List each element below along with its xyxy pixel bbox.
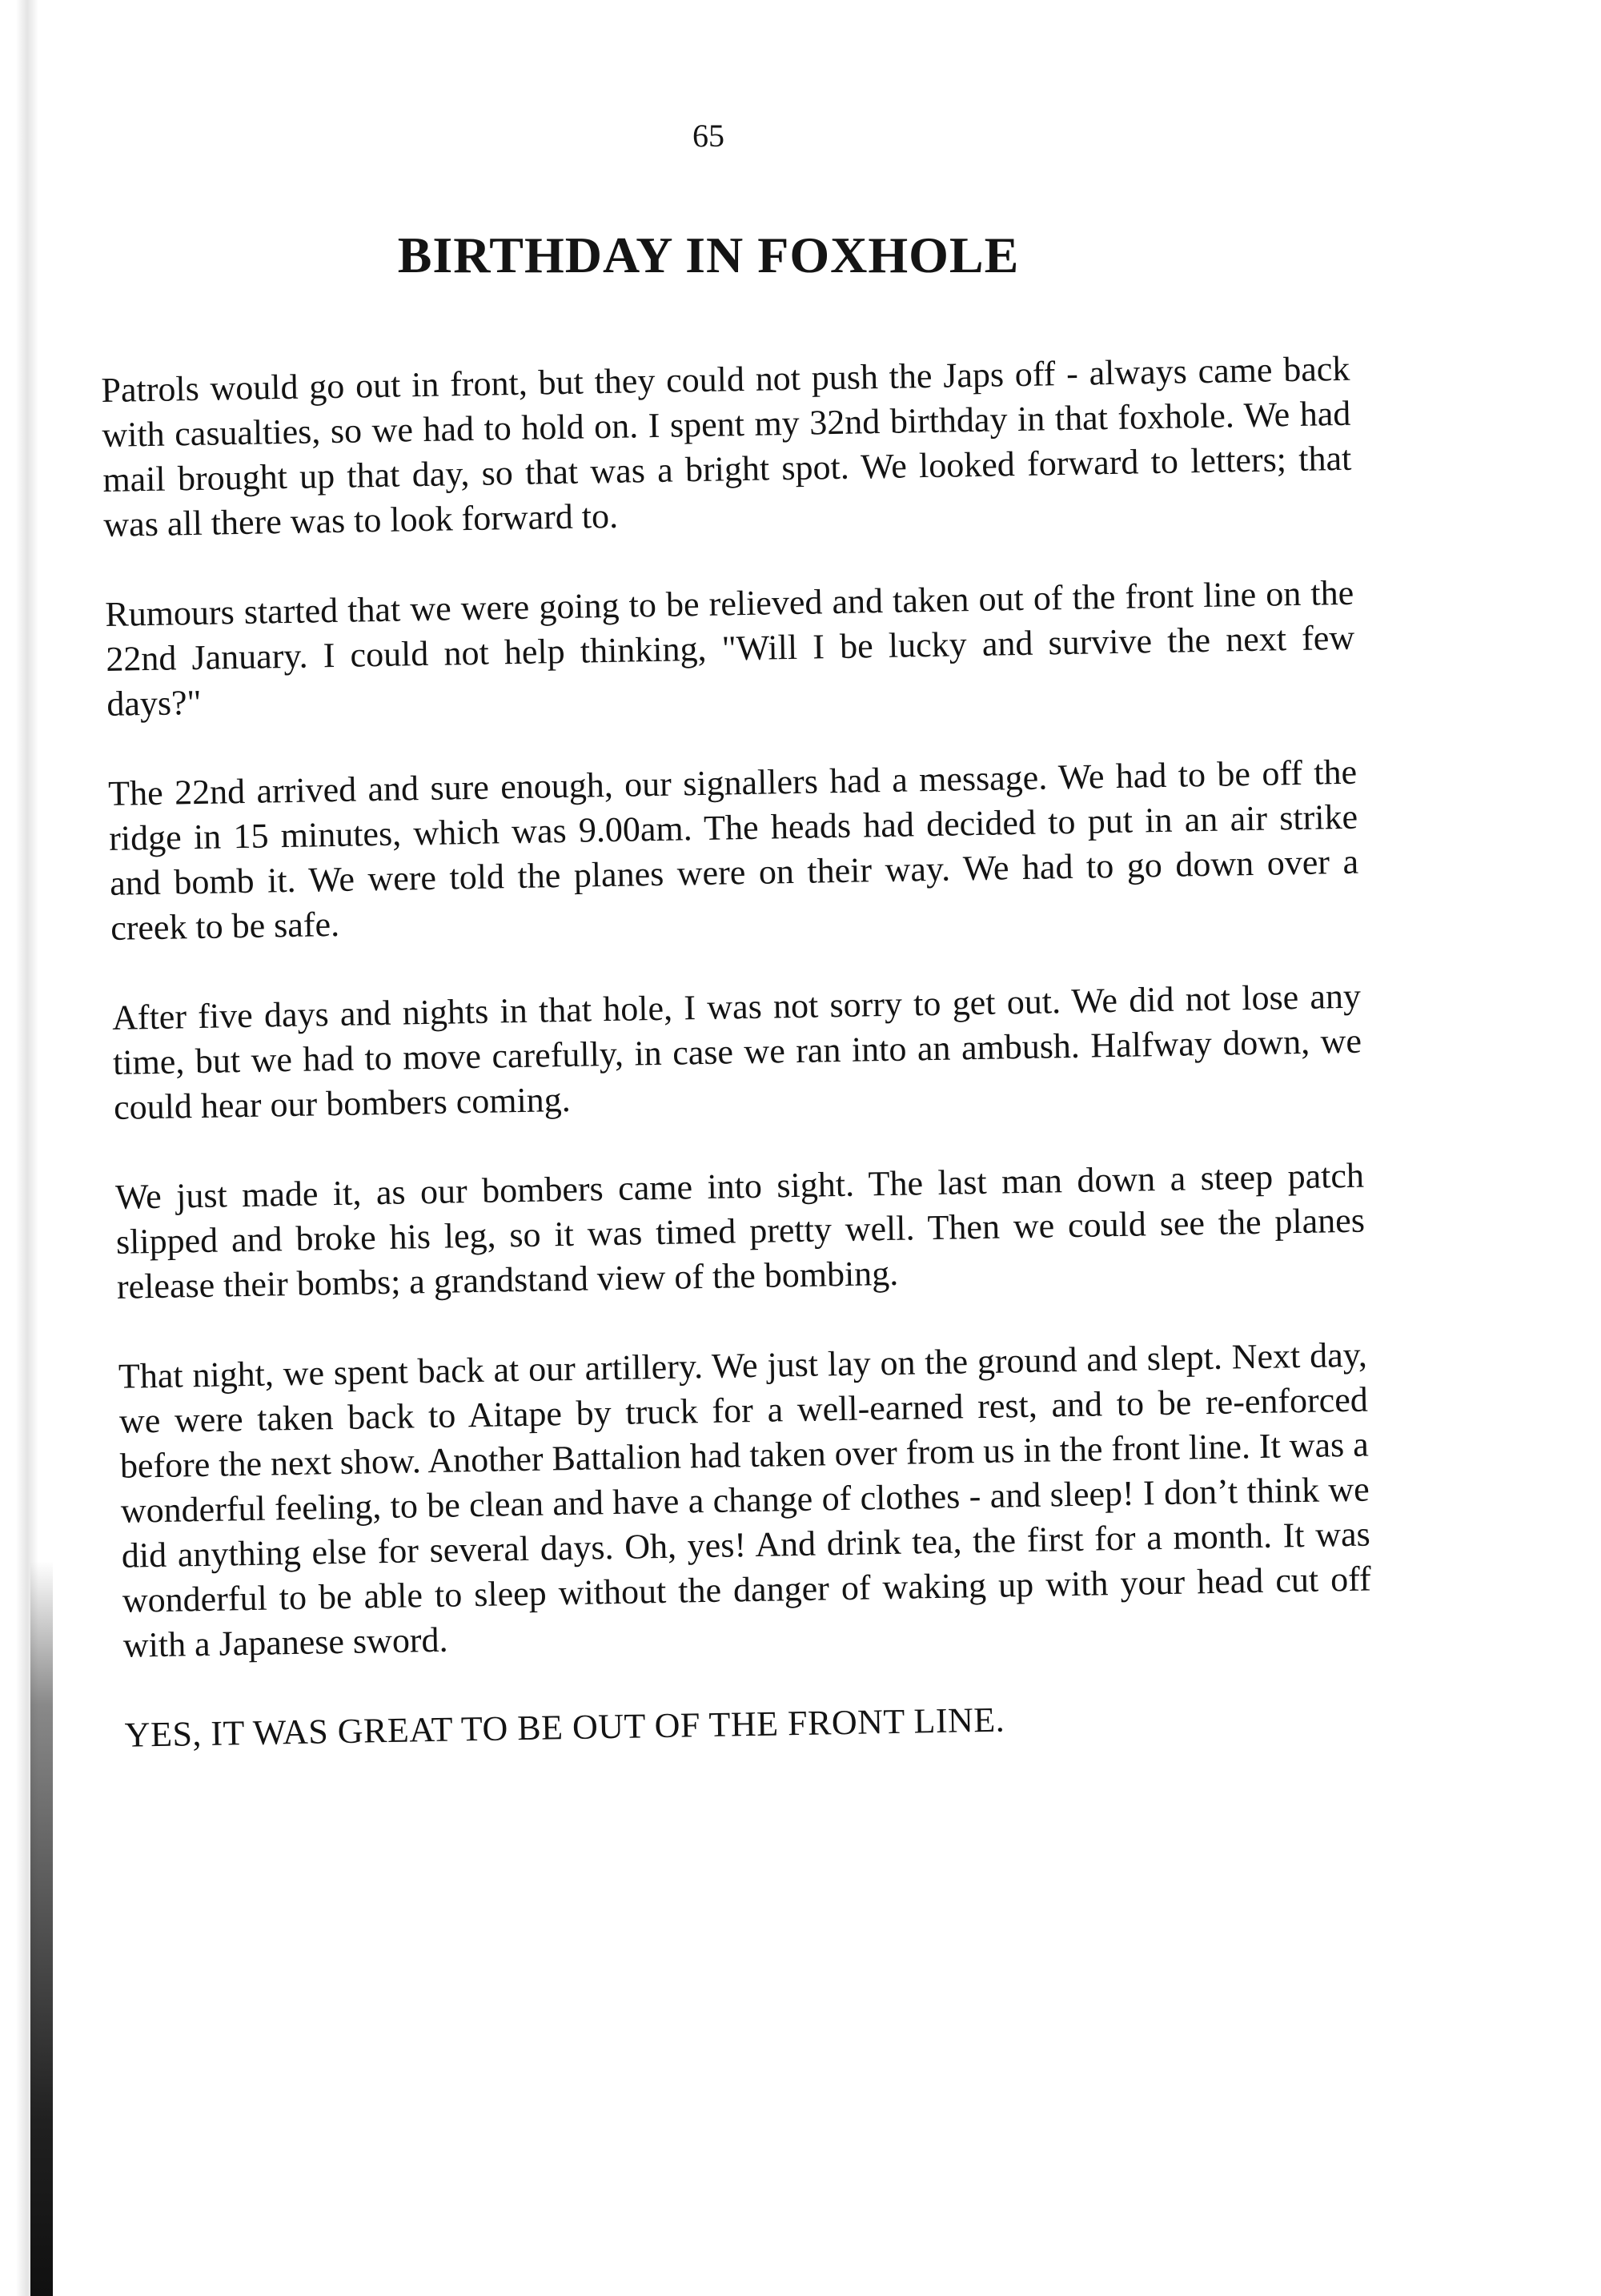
paragraph-rumours: Rumours started that we were going to be relieved and taken out of the front line on the 22nd January. I could not help thinking, "Will I be lucky and survive the next few days?": [104, 572, 1355, 724]
scan-binding-shadow: [30, 1561, 53, 2296]
paragraph-22nd-arrived: The 22nd arrived and sure enough, our signallers had a message. We had to be off the ridge in 15 minutes, which was 9.00am. The heads had decided to put in an air strike and bomb it. We were told the planes were on their way. We had to go down over a creek to be safe.: [107, 752, 1359, 948]
closing-line: YES, IT WAS GREAT TO BE OUT OF THE FRONT LINE.: [124, 1700, 1005, 1755]
page-number: 65: [692, 118, 724, 154]
body-text: [101, 347, 1374, 1758]
paragraph-bombers: We just made it, as our bombers came into sight. The last man down a steep patch slipped and broke his leg, so it was timed pretty well. Then we could see the planes release their bombs; a grandstand view of the bombing.: [114, 1155, 1366, 1307]
paragraph-patrols: Patrols would go out in front, but they could not push the Japs off - always came back with casualties, so we had to hold on. I spent my 32nd birthday in that foxhole. We had mail brought up that day, so that was a bright spot. We looked forward to letters; that was all there was to look forward to.: [101, 348, 1352, 544]
page-title: BIRTHDAY IN FOXHOLE: [397, 227, 1020, 283]
paragraph-five-days: After five days and nights in that hole, I was not sorry to get out. We did not lose any time, but we had to move carefully, in case we ran into an ambush. Halfway down, we could hear our bombers coming.: [111, 976, 1362, 1127]
paragraph-that-night: That night, we spent back at our artillery. We just lay on the ground and slept. Next day, we were taken back to Aitape by truck for a well-earned rest, and to be re-enforced before the next show. Another Battalion had taken over from us in the front line. It was a wonderful feeling, to be clean and have a change of clothes - and sleep! I don’t think we did anything else for several days. Oh, yes! And drink tea, the first for a month. It was wonderful to be able to sleep without the danger of waking up with your head cut off with a Japanese sword.: [118, 1335, 1372, 1665]
